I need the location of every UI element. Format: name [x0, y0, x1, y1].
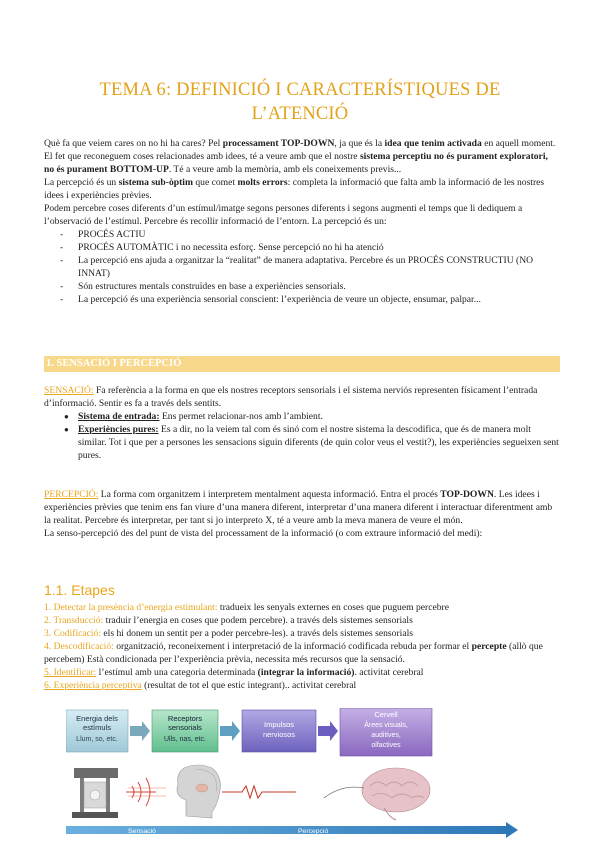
sensacio-label: SENSACIÓ: [44, 385, 94, 396]
perc1-text-3: : completa la informació que falta amb la informació de les nostres idees i experiències prèvies. [44, 177, 545, 201]
perc1-bold-suboptim: sistema sub-òptim [118, 177, 193, 188]
bullet-1-text: Ens permet relacionar-nos amb l’ambient. [159, 411, 323, 422]
energy-box-line1: Energia dels [76, 714, 118, 723]
brain-box [340, 708, 432, 756]
etapa-item [44, 614, 560, 627]
perc1-bold-errors: molts errors [237, 177, 288, 188]
etapa-label: 4. Descodificació: [44, 641, 114, 652]
section-heading-1: 1. SENSACIÓ I PERCEPCIÓ [44, 356, 560, 372]
etapa-label: 2. Transducció: [44, 615, 104, 626]
percepcio-text-2: . Les idees i experiències prèvies que tenim ens fan viure d’una manera diferent, interpretar d’una manera diferent i interactuar diferentment amb la realitat. Percebre és interpretar, per tant si jo interpreto X, té a veure amb la meva manera de veure el món. [44, 489, 553, 526]
sound-waves-icon [126, 778, 166, 806]
etapa-item [44, 640, 560, 666]
perc1-text-1: La percepció és un [44, 177, 119, 188]
sensacio-paragraph [44, 384, 560, 410]
brain-box-line3: auditives, [371, 732, 401, 739]
arrow-right-icon [130, 721, 150, 741]
energy-box [66, 710, 128, 752]
brain-box-line1: Cervell [374, 710, 398, 719]
intro-bold-sistema: sistema perceptiu no és purament exploratori, no és purament BOTTOM-UP [44, 151, 548, 175]
projector-icon [72, 768, 118, 818]
head-profile-icon [177, 765, 220, 818]
page-title [40, 78, 560, 126]
etapa-item [44, 601, 560, 614]
percepcio-paragraph [44, 488, 560, 527]
percepcio-block [44, 488, 560, 540]
percepcio-text-1: La forma com organitzem i interpretem mentalment aquesta informació. Entra el procés [98, 489, 441, 500]
brain-icon [324, 768, 430, 820]
dash-item: - La percepció és una experiència sensorial conscient: l’experiència de veure un objecte, ensumar, palpar... [44, 293, 560, 306]
dash-item: - PROCÉS AUTOMÀTIC i no necessita esforç. Sense percepció no hi ha atenció [44, 241, 560, 254]
title-line-1: TEMA 6: DEFINICIÓ I CARACTERÍSTIQUES DE [99, 80, 501, 100]
percepcio-bar-label: Percepció [298, 828, 329, 835]
intro-bold-idea: idea que tenim activada [384, 138, 482, 149]
receptors-box-line3: Ulls, nas, etc. [163, 736, 207, 743]
percepcio-label: PERCEPCIÓ: [44, 489, 99, 500]
etapa-label: 1. Detectar la presència d’energia estimulant: [44, 602, 218, 613]
impulses-box-line2: nerviosos [262, 730, 296, 739]
nerve-signal-icon [222, 786, 296, 798]
etapes-list [44, 601, 560, 692]
etapa-label: 5. Identificar: [44, 667, 97, 678]
intro-text-2: , ja que és la [334, 138, 385, 149]
etapa-item [44, 679, 560, 692]
etapa-text: . activitat cerebral [354, 667, 424, 678]
bullet-1-label: Sistema de entrada: [78, 411, 160, 422]
bullet-2-text: Es a dir, no la veiem tal com és sinó com el nostre sistema la descodifica, que és de manera molt similar. Tot i que per a persones les sensacions siguin diferents (de quin color veus el vestit?), les experiències segueixen sent pures. [78, 424, 559, 461]
etapa-text: organització, reconeixement i interpretació de la informació codificada rebuda per formar el [113, 641, 472, 652]
etapa-bold: (integrar la informació) [257, 667, 355, 678]
brain-box-line4: olfactives [371, 742, 401, 749]
intro-text-4: . Té a veure amb la memòria, amb els coneixements previs... [168, 164, 402, 175]
percepcio-paragraph-1 [44, 176, 560, 202]
arrow-right-icon [318, 721, 338, 741]
title-line-2: L’ATENCIÓ [251, 104, 349, 124]
senso-percepcio-paragraph: La senso-percepció des del punt de vista del processament de la informació (o com extraure informació del medi): [44, 528, 483, 539]
intro-bold-topdown: processament TOP-DOWN [222, 138, 335, 149]
etapa-label: 3. Codificació: [44, 628, 102, 639]
intro-text-3: en aquell moment. El fet que reconeguem coses relacionades amb idees, té a veure amb que el nostre [44, 138, 556, 162]
subsection-heading-etapes: 1.1. Etapes [44, 582, 115, 598]
etapa-item [44, 627, 560, 640]
etapa-text: tradueix les senyals externes en coses que puguem percebre [217, 602, 449, 613]
sensacio-text: Fa referència a la forma en que els nostres receptors sensorials i el sistema nerviós representen físicament l’entrada d’informació. Sentir es fa a través dels sentits. [44, 385, 538, 409]
etapa-text: els hi donem un sentit per a poder percebre-les). a través dels sistemes sensorials [101, 628, 413, 639]
receptors-box-line2: sensorials [168, 723, 202, 732]
dash-item: - La percepció ens ajuda a organitzar la “realitat” de manera adaptativa. Percebre és un PROCÉS CONSTRUCTIU (NO INNAT) [44, 254, 560, 280]
sensacio-bar-label: Sensació [128, 828, 156, 835]
perc1-text-2: que comet [192, 177, 238, 188]
etapa-text: traduir l’energia en coses que podem percebre). a través dels sistemes sensorials [103, 615, 413, 626]
percepcio-bold-topdown: TOP-DOWN [440, 489, 494, 500]
etapa-text: (resultat de tot el que estic integrant).. activitat cerebral [141, 680, 357, 691]
receptors-box-line1: Receptors [167, 714, 203, 723]
intro-paragraph [44, 137, 560, 176]
receptors-box [152, 710, 218, 752]
impulses-box-line1: Impulsos [263, 720, 295, 729]
arrow-right-icon [220, 721, 240, 741]
bullet-2-label: Experiències pures: [78, 424, 159, 435]
dash-item: - Són estructures mentals construïdes en base a experiències sensorials. [44, 280, 560, 293]
sensacio-block [44, 384, 560, 462]
etapa-label: 6. Experiència perceptiva [44, 680, 142, 691]
sensacio-bullet-1 [44, 410, 560, 423]
energy-box-line2: estímuls [83, 723, 111, 732]
etapa-item [44, 666, 560, 679]
etapa-percepte-bold: percepte [471, 641, 507, 652]
dash-item: - PROCÉS ACTIU [44, 228, 560, 241]
sensacio-percepcio-bar [66, 822, 518, 838]
intro-text-1: Què fa que veiem cares on no hi ha cares? Pel [44, 138, 223, 149]
impulses-box [242, 710, 316, 752]
brain-box-line2: Àrees visuals, [364, 722, 408, 729]
energy-box-line3: Llum, so, etc. [76, 736, 118, 743]
sensacio-bullet-2 [44, 423, 560, 462]
senso-percepcio-figure [66, 708, 534, 838]
etapa-4-continuation: (allò que percebem) Està condicionada per l’experiència prèvia, necessita més recursos que la sensació. [44, 641, 543, 665]
intro-block [44, 137, 560, 306]
etapa-pre: l’estímul amb una categoria determinada [96, 667, 258, 678]
percepcio-paragraph-2: Podem percebre coses diferents d’un estímul/imatge segons persones diferents i segons augmenti el temps que li dediquem a l’observació de l’estímul. Percebre és recollir informació de l’entorn. La percepció és un: [44, 203, 523, 227]
